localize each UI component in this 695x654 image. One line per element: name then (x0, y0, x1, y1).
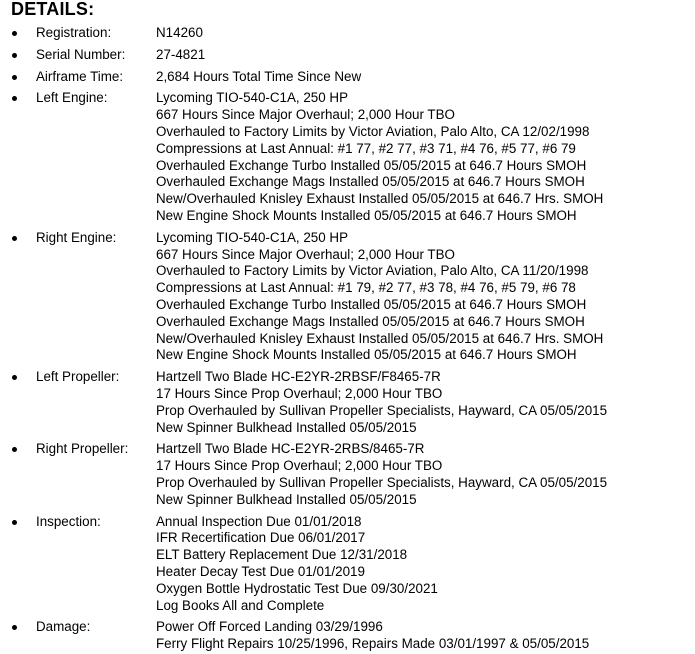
detail-line: Lycoming TIO-540-C1A, 250 HP (156, 90, 349, 106)
detail-left-propeller (0, 369, 695, 436)
detail-label: Left Engine: (36, 90, 108, 106)
bullet-icon (12, 236, 17, 241)
detail-value: N14260 (156, 25, 203, 40)
detail-label: Airframe Time: (36, 68, 124, 84)
detail-line: Prop Overhauled by Sullivan Propeller Specialists, Hayward, CA 05/05/2015 (156, 402, 608, 418)
detail-line: 17 Hours Since Prop Overhaul; 2,000 Hour TBO (156, 458, 443, 474)
detail-line: Oxygen Bottle Hydrostatic Test Due 09/30/2021 (156, 580, 438, 596)
bullet-icon (12, 53, 17, 58)
detail-line: Overhauled Exchange Mags Installed 05/05/2015 at 646.7 Hours SMOH (156, 174, 585, 190)
detail-damage (0, 619, 695, 653)
detail-line: Ferry Flight Repairs 10/25/1996, Repairs Made 03/01/1997 & 05/05/2015 (156, 636, 590, 652)
detail-registration (0, 25, 695, 42)
detail-line: Overhauled to Factory Limits by Victor Aviation, Palo Alto, CA 11/20/1998 (156, 263, 589, 279)
detail-line: New/Overhauled Knisley Exhaust Installed 05/05/2015 at 646.7 Hrs. SMOH (156, 330, 604, 346)
detail-line: 17 Hours Since Prop Overhaul; 2,000 Hour TBO (156, 385, 443, 401)
details-list (0, 25, 695, 653)
detail-line: Overhauled to Factory Limits by Victor Aviation, Palo Alto, CA 12/02/1998 (156, 123, 590, 139)
detail-label: Serial Number: (36, 46, 126, 62)
detail-left-engine (0, 90, 695, 224)
detail-line: New Engine Shock Mounts Installed 05/05/2015 at 646.7 Hours SMOH (156, 207, 577, 223)
detail-inspection (0, 514, 695, 615)
bullet-icon (12, 75, 17, 80)
detail-line: Overhauled Exchange Turbo Installed 05/05/2015 at 646.7 Hours SMOH (156, 157, 587, 173)
bullet-icon (12, 447, 17, 452)
bullet-icon (12, 96, 17, 101)
detail-value: 27-4821 (156, 46, 206, 62)
detail-line: 667 Hours Since Major Overhaul; 2,000 Hour TBO (156, 107, 455, 123)
bullet-icon (12, 520, 17, 525)
detail-line: Compressions at Last Annual: #1 77, #2 77, #3 71, #4 76, #5 77, #6 79 (156, 140, 576, 156)
details-heading: DETAILS: (11, 0, 95, 19)
detail-label: Right Engine: (36, 229, 117, 245)
detail-line: Overhauled Exchange Mags Installed 05/05/2015 at 646.7 Hours SMOH (156, 313, 585, 329)
detail-line: Overhauled Exchange Turbo Installed 05/05/2015 at 646.7 Hours SMOH (156, 296, 587, 312)
detail-label: Right Propeller: (36, 441, 129, 457)
bullet-icon (12, 625, 17, 630)
detail-airframe-time (0, 69, 695, 86)
detail-serial-number (0, 47, 695, 64)
detail-line: New Engine Shock Mounts Installed 05/05/2015 at 646.7 Hours SMOH (156, 347, 577, 363)
bullet-icon (12, 375, 17, 380)
detail-label: Left Propeller: (36, 369, 120, 385)
detail-line: Hartzell Two Blade HC-E2YR-2RBSF/F8465-7R (156, 369, 441, 385)
detail-label: Inspection: (36, 513, 101, 529)
detail-line: New Spinner Bulkhead Installed 05/05/2015 (156, 491, 417, 507)
detail-line: IFR Recertification Due 06/01/2017 (156, 530, 366, 546)
detail-right-engine (0, 230, 695, 364)
detail-label: Damage: (36, 619, 91, 635)
detail-line: Lycoming TIO-540-C1A, 250 HP (156, 229, 349, 245)
detail-label: Registration: (36, 25, 112, 40)
detail-right-propeller (0, 441, 695, 508)
detail-value: 2,684 Hours Total Time Since New (156, 68, 362, 84)
detail-line: 667 Hours Since Major Overhaul; 2,000 Hour TBO (156, 246, 455, 262)
detail-line: Prop Overhauled by Sullivan Propeller Specialists, Hayward, CA 05/05/2015 (156, 474, 608, 490)
detail-line: New Spinner Bulkhead Installed 05/05/2015 (156, 419, 417, 435)
detail-line: Log Books All and Complete (156, 597, 325, 613)
detail-line: Power Off Forced Landing 03/29/1996 (156, 619, 383, 635)
detail-line: Hartzell Two Blade HC-E2YR-2RBS/8465-7R (156, 441, 425, 457)
detail-line: Compressions at Last Annual: #1 79, #2 77, #3 78, #4 76, #5 79, #6 78 (156, 280, 576, 296)
detail-line: ELT Battery Replacement Due 12/31/2018 (156, 547, 408, 563)
detail-line: Annual Inspection Due 01/01/2018 (156, 513, 362, 529)
bullet-icon (12, 31, 17, 36)
detail-line: Heater Decay Test Due 01/01/2019 (156, 563, 365, 579)
detail-line: New/Overhauled Knisley Exhaust Installed 05/05/2015 at 646.7 Hrs. SMOH (156, 191, 604, 207)
